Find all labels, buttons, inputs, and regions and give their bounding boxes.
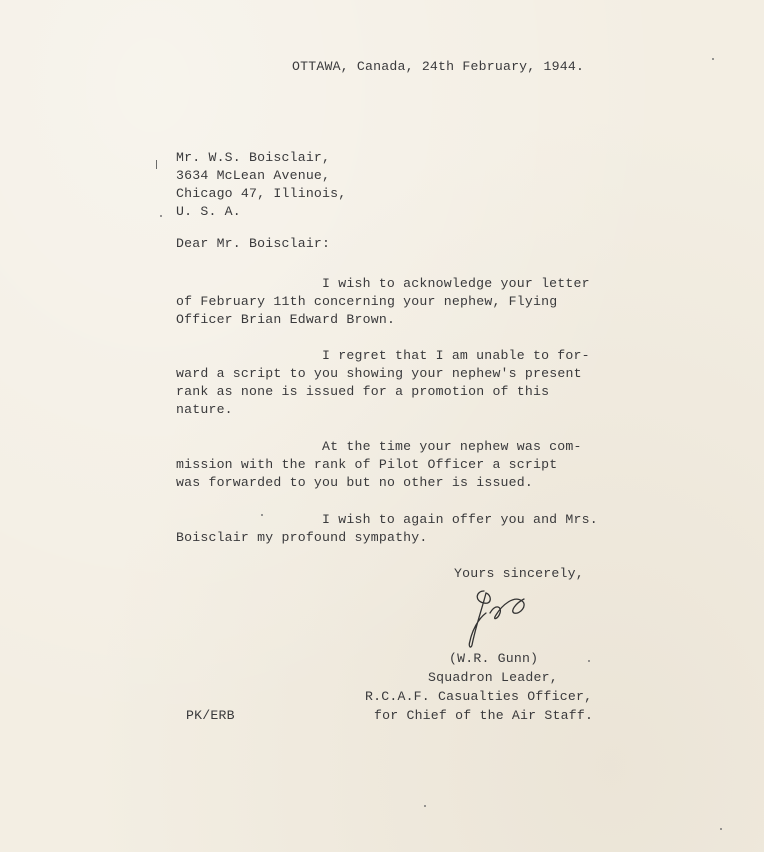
dateline: OTTAWA, Canada, 24th February, 1944. [292,59,585,74]
recipient-country: U. S. A. [176,204,241,219]
paper-speck [712,58,714,60]
paragraph2-line1: I regret that I am unable to for- [322,348,590,363]
paragraph2-line4: nature. [176,402,233,417]
paragraph2-line2: ward a script to you showing your nephew's present [176,366,582,381]
paper-speck [720,828,722,830]
handwritten-signature [462,585,542,651]
paper-speck [160,215,162,217]
paragraph3-line2: mission with the rank of Pilot Officer a script [176,457,558,472]
closing: Yours sincerely, [454,566,584,581]
signer-office: R.C.A.F. Casualties Officer, [365,689,593,704]
paragraph4-line2: Boisclair my profound sympathy. [176,530,428,545]
paper-speck [424,805,426,807]
paragraph1-line1: I wish to acknowledge your letter [322,276,590,291]
reference-initials: PK/ERB [186,708,235,723]
paragraph1-line3: Officer Brian Edward Brown. [176,312,396,327]
paragraph3-line1: At the time your nephew was com- [322,439,582,454]
recipient-name: Mr. W.S. Boisclair, [176,150,331,165]
signer-rank: Squadron Leader, [428,670,558,685]
paragraph1-line2: of February 11th concerning your nephew, Flying [176,294,558,309]
paragraph2-line3: rank as none is issued for a promotion of this [176,384,550,399]
margin-mark [156,160,157,169]
recipient-city: Chicago 47, Illinois, [176,186,347,201]
signer-name: (W.R. Gunn) [449,651,539,666]
paper-speck [261,514,263,516]
salutation: Dear Mr. Boisclair: [176,236,331,251]
paragraph3-line3: was forwarded to you but no other is issued. [176,475,534,490]
signer-for-line: for Chief of the Air Staff. [374,708,594,723]
paragraph4-line1: I wish to again offer you and Mrs. [322,512,598,527]
recipient-street: 3634 McLean Avenue, [176,168,331,183]
paper-speck [588,660,590,662]
